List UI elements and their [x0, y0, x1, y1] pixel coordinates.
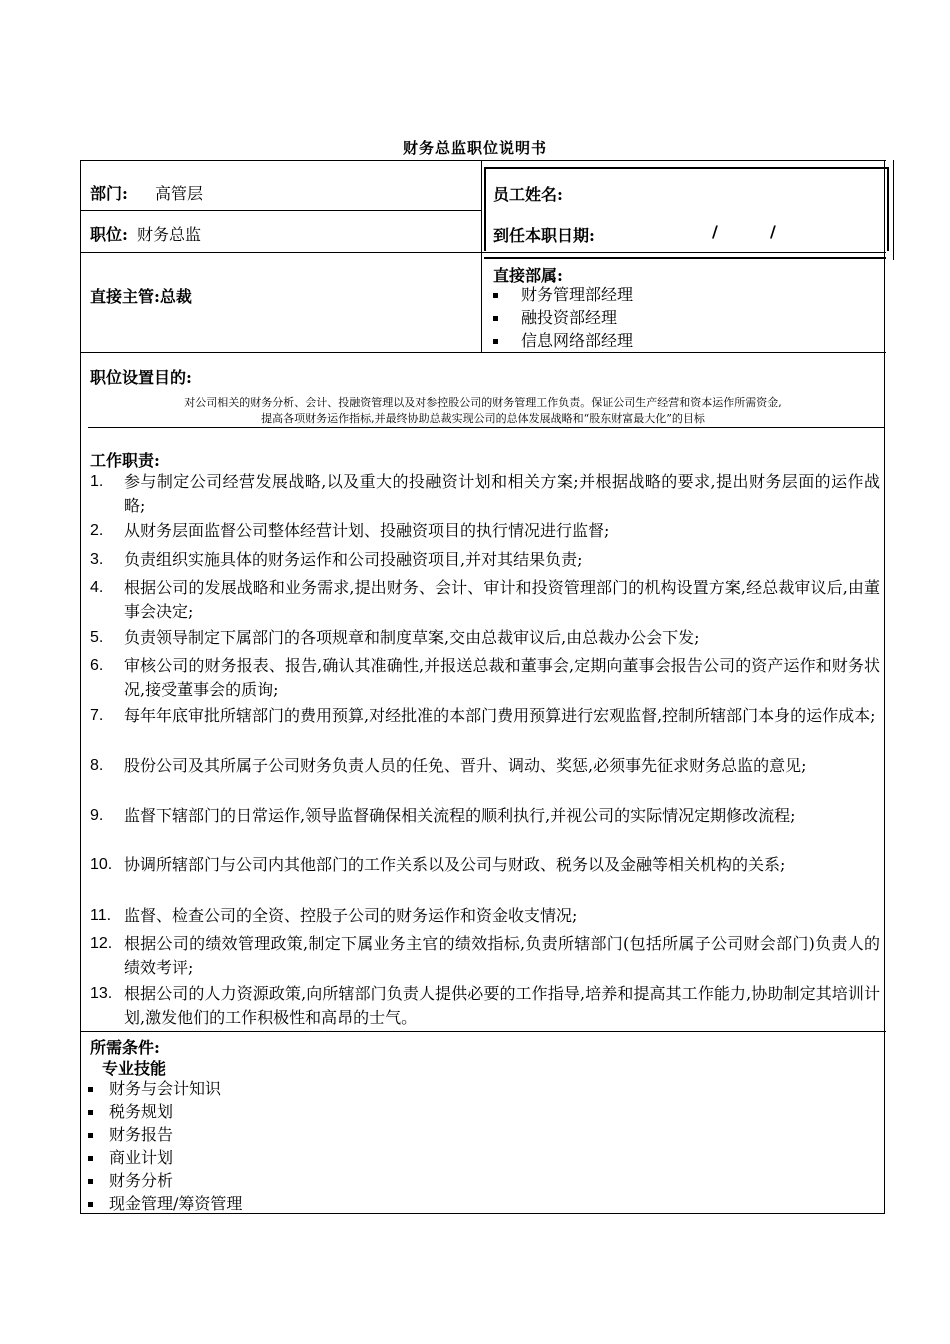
bullet-icon [493, 316, 498, 321]
outer-right-ext [893, 160, 894, 260]
list-item: 财务与会计知识 [88, 1077, 242, 1100]
purpose-text: 对公司相关的财务分析、会计、投融资管理以及对参控股公司的财务管理工作负责。保证公司生产经营和资本运作所需资金, 提高各项财务运作指标,并最终协助总裁实现公司的总体发展战略和“股东财富最大化”的目标 [184, 396, 782, 425]
duty-item-4: 4. 根据公司的发展战略和业务需求,提出财务、会计、审计和投资管理部门的机构设置方案,经总裁审议后,由董事会决定; [90, 578, 880, 621]
list-item: 融投资部经理 [493, 306, 633, 329]
dept-value: 高管层 [155, 184, 204, 203]
inner-box-top [484, 167, 888, 169]
purpose-label: 职位设置目的: [90, 368, 192, 387]
requirements-label: 所需条件: [90, 1038, 160, 1057]
date-slash-1: / [712, 222, 718, 241]
row-divider-4 [88, 427, 885, 428]
row-divider-3 [80, 352, 886, 353]
duty-item-2: 2. 从财务层面监督公司整体经营计划、投融资项目的执行情况进行监督; [90, 521, 610, 540]
subordinates-label: 直接部属: [493, 266, 563, 285]
position-value: 财务总监 [137, 225, 202, 244]
inner-box-right [887, 167, 889, 251]
duty-item-9: 9. 监督下辖部门的日常运作,领导监督确保相关流程的顺利执行,并视公司的实际情况定期修改流程; [90, 806, 796, 825]
row-divider-2 [80, 252, 886, 253]
skills-list [88, 1077, 242, 1215]
duty-item-8: 8. 股份公司及其所属子公司财务负责人员的任免、晋升、调动、奖惩,必须事先征求财务总监的意见; [90, 756, 807, 775]
header-divider [481, 160, 482, 353]
row-divider-1 [80, 210, 481, 211]
bullet-icon [493, 339, 498, 344]
start-date-label: 到任本职日期: [493, 226, 595, 245]
duty-item-7: 7. 每年年底审批所辖部门的费用预算,对经批准的本部门费用预算进行宏观监督,控制所辖部门本身的运作成本; [90, 706, 876, 725]
list-item: 信息网络部经理 [493, 329, 633, 352]
subordinates-list [493, 283, 633, 352]
list-item: 财务报告 [88, 1123, 242, 1146]
table-border-top [80, 160, 886, 161]
list-item: 财务分析 [88, 1169, 242, 1192]
position-label: 职位: [90, 225, 128, 244]
duty-item-12: 12. 根据公司的绩效管理政策,制定下属业务主官的绩效指标,负责所辖部门(包括所属子公司财会部门)负责人的绩效考评; [90, 934, 880, 977]
duty-item-11: 11. 监督、检查公司的全资、控股子公司的财务运作和资金收支情况; [90, 906, 578, 925]
bullet-icon [88, 1156, 93, 1161]
list-item: 现金管理/筹资管理 [88, 1192, 242, 1215]
supervisor-label: 直接主管:总裁 [90, 287, 192, 306]
list-item: 商业计划 [88, 1146, 242, 1169]
date-slash-2: / [770, 222, 776, 241]
page-title: 财务总监职位说明书 [402, 139, 547, 157]
skills-label: 专业技能 [102, 1059, 167, 1078]
table-border-right [884, 160, 885, 1214]
duties-label: 工作职责: [90, 451, 160, 470]
dept-label: 部门: [90, 184, 128, 203]
duty-item-1: 1. 参与制定公司经营发展战略,以及重大的投融资计划和相关方案;并根据战略的要求,提出财务层面的运作战略; [90, 472, 880, 515]
row-divider-2b [484, 257, 886, 259]
duty-item-13: 13. 根据公司的人力资源政策,向所辖部门负责人提供必要的工作指导,培养和提高其工作能力,协助制定其培训计划,激发他们的工作积极性和高昂的士气。 [90, 984, 880, 1027]
bullet-icon [493, 293, 498, 298]
row-divider-5 [80, 1031, 886, 1032]
bullet-icon [88, 1179, 93, 1184]
duty-item-3: 3. 负责组织实施具体的财务运作和公司投融资项目,并对其结果负责; [90, 550, 583, 569]
duty-item-6: 6. 审核公司的财务报表、报告,确认其准确性,并报送总裁和董事会,定期向董事会报告公司的资产运作和财务状况,接受董事会的质询; [90, 656, 880, 699]
employee-name-label: 员工姓名: [493, 185, 563, 204]
bullet-icon [88, 1087, 93, 1092]
list-item: 财务管理部经理 [493, 283, 633, 306]
inner-box-left [484, 167, 486, 251]
duty-item-5: 5. 负责领导制定下属部门的各项规章和制度草案,交由总裁审议后,由总裁办公会下发; [90, 628, 700, 647]
bullet-icon [88, 1202, 93, 1207]
bullet-icon [88, 1110, 93, 1115]
duty-item-10: 10. 协调所辖部门与公司内其他部门的工作关系以及公司与财政、税务以及金融等相关机构的关系; [90, 855, 786, 874]
bullet-icon [88, 1133, 93, 1138]
list-item: 税务规划 [88, 1100, 242, 1123]
table-border-left [80, 160, 81, 1214]
